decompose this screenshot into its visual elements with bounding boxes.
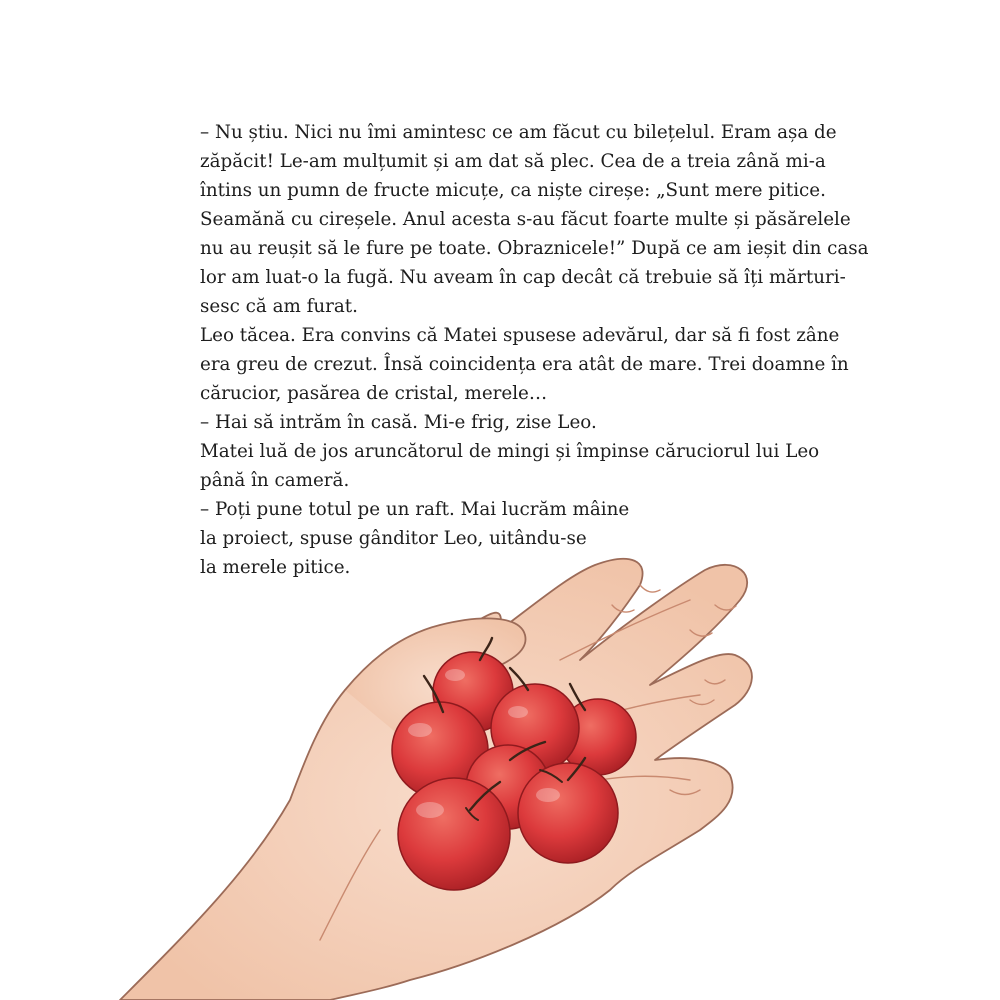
text-line: lor am luat-o la fugă. Nu aveam în cap decât că trebuie să îți mărturi- (200, 267, 846, 288)
text-line: Leo tăcea. Era convins că Matei spusese adevărul, dar să fi fost zâne (200, 325, 840, 346)
text-line: – Hai să intrăm în casă. Mi-e frig, zise Leo. (200, 412, 597, 433)
text-line: sesc că am furat. (200, 296, 358, 317)
text-line: la merele pitice. (200, 557, 351, 578)
text-line: Seamănă cu cireșele. Anul acesta s-au făcut foarte multe și păsărelele (200, 209, 851, 230)
text-line: – Poți pune totul pe un raft. Mai lucrăm mâine (200, 499, 630, 520)
apple (398, 778, 510, 890)
text-line: era greu de crezut. Însă coincidența era atât de mare. Trei doamne în (200, 354, 849, 375)
text-line: la proiect, spuse gânditor Leo, uitându-se (200, 528, 587, 549)
text-line: Matei luă de jos aruncătorul de mingi și împinse căruciorul lui Leo (200, 441, 820, 462)
text-line: cărucior, pasărea de cristal, merele… (200, 383, 548, 404)
text-line: zăpăcit! Le-am mulțumit și am dat să plec. Cea de a treia zână mi-a (200, 151, 826, 172)
text-line: până în cameră. (200, 470, 350, 491)
text-line: nu au reușit să le fure pe toate. Obraznicele!” După ce am ieșit din casa (200, 238, 869, 259)
text-line: – Nu știu. Nici nu îmi amintesc ce am făcut cu bilețelul. Eram așa de (200, 122, 837, 143)
text-line: întins un pumn de fructe micuțe, ca niște cireșe: „Sunt mere pitice. (200, 180, 826, 201)
